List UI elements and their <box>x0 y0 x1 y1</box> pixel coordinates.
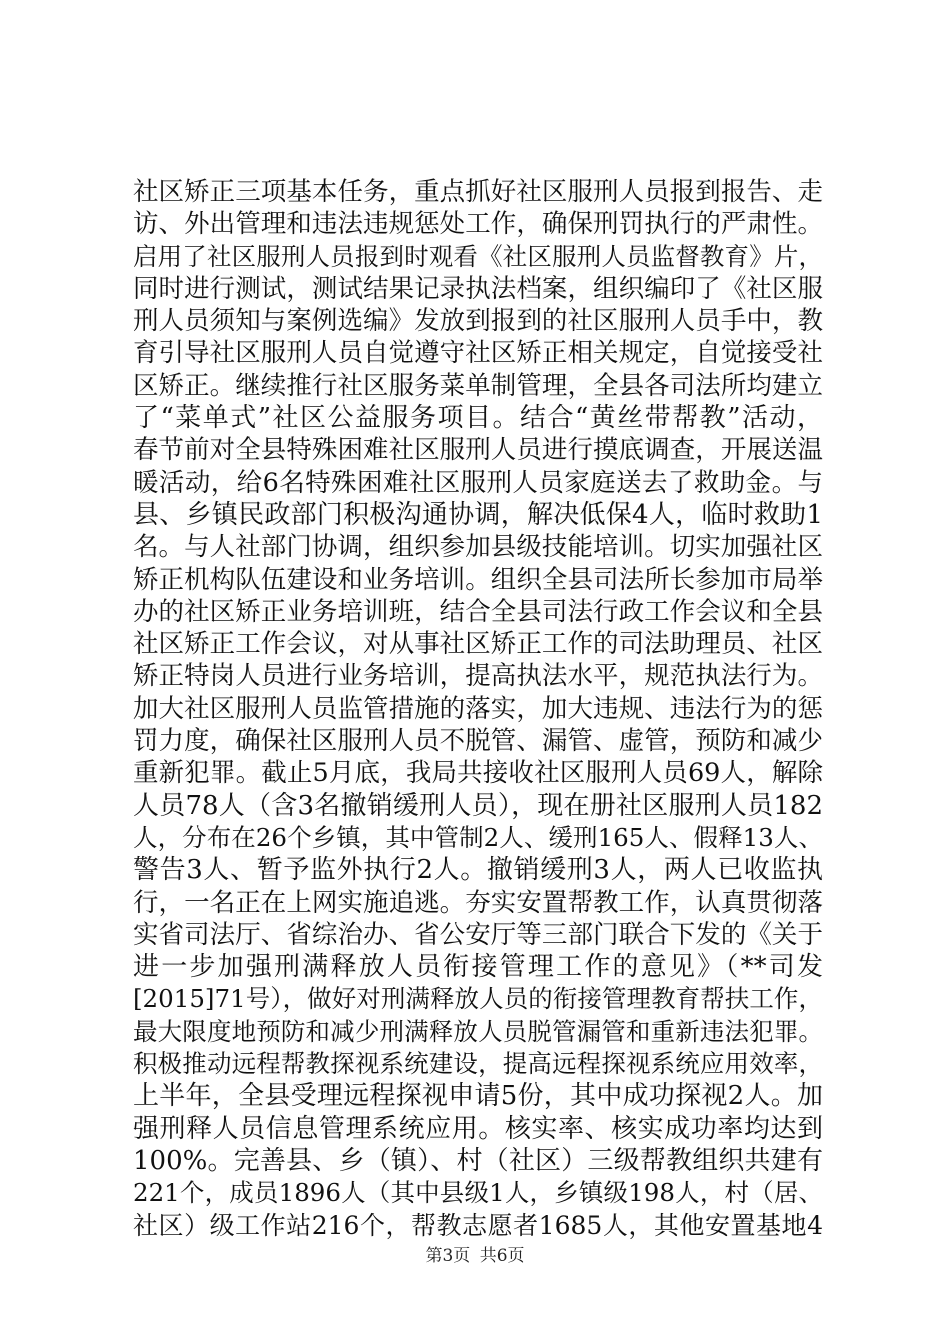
text-line: 重新犯罪。截止5月底，我局共接收社区服刑人员69人，解除 <box>133 758 823 789</box>
text-line: 了“菜单式”社区公益服务项目。结合“黄丝带帮教”活动， <box>133 403 823 434</box>
text-line: 行，一名正在上网实施追逃。夯实安置帮教工作，认真贯彻落 <box>133 887 823 918</box>
text-line: 同时进行测试，测试结果记录执法档案，组织编印了《社区服 <box>133 273 823 304</box>
text-line: 矫正特岗人员进行业务培训，提高执法水平，规范执法行为。 <box>133 661 823 692</box>
text-line: 实省司法厅、省综治办、省公安厅等三部门联合下发的《关于 <box>133 919 823 950</box>
text-line: 办的社区矫正业务培训班，结合全县司法行政工作会议和全县 <box>133 596 823 627</box>
text-line: 春节前对全县特殊困难社区服刑人员进行摸底调查，开展送温 <box>133 435 823 466</box>
text-line: 强刑释人员信息管理系统应用。核实率、核实成功率均达到 <box>133 1113 823 1144</box>
body-text <box>133 176 823 1242</box>
text-line: 加大社区服刑人员监管措施的落实，加大违规、违法行为的惩 <box>133 693 823 724</box>
text-line: 积极推动远程帮教探视系统建设，提高远程探视系统应用效率， <box>133 1049 823 1079</box>
text-line: 221个，成员1896人（其中县级1人，乡镇级198人，村（居、 <box>133 1178 823 1208</box>
text-line: 最大限度地预防和减少刑满释放人员脱管漏管和重新违法犯罪。 <box>133 1016 823 1046</box>
page-number: 第3页 <box>425 1246 471 1266</box>
text-line: 社区）级工作站216个，帮教志愿者1685人，其他安置基地4 <box>133 1210 823 1240</box>
text-line: 访、外出管理和违法违规惩处工作，确保刑罚执行的严肃性。 <box>133 209 823 240</box>
text-line: 育引导社区服刑人员自觉遵守社区矫正相关规定，自觉接受社 <box>133 338 823 369</box>
text-line: 名。与人社部门协调，组织参加县级技能培训。切实加强社区 <box>133 532 823 563</box>
text-line: 人，分布在26个乡镇，其中管制2人、缓刑165人、假释13人、 <box>133 822 823 852</box>
text-line: 矫正机构队伍建设和业务培训。组织全县司法所长参加市局举 <box>133 564 823 595</box>
text-line: 刑人员须知与案例选编》发放到报到的社区服刑人员手中，教 <box>133 306 823 337</box>
page-total: 共6页 <box>479 1246 525 1266</box>
text-line: 启用了社区服刑人员报到时观看《社区服刑人员监督教育》片， <box>133 241 823 271</box>
text-line: 罚力度，确保社区服刑人员不脱管、漏管、虚管，预防和减少 <box>133 726 823 757</box>
text-line: 区矫正。继续推行社区服务菜单制管理，全县各司法所均建立 <box>133 370 823 401</box>
text-line: 暖活动，给6名特殊困难社区服刑人员家庭送去了救助金。与 <box>133 467 823 498</box>
text-line: 社区矫正工作会议，对从事社区矫正工作的司法助理员、社区 <box>133 629 823 660</box>
text-line: 上半年，全县受理远程探视申请5份，其中成功探视2人。加 <box>133 1081 823 1112</box>
text-line: [2015]71号），做好对刑满释放人员的衔接管理教育帮扶工作， <box>133 984 823 1014</box>
text-line: 100%。完善县、乡（镇）、村（社区）三级帮教组织共建有 <box>133 1145 823 1176</box>
text-line: 县、乡镇民政部门积极沟通协调，解决低保4人，临时救助1 <box>133 499 823 530</box>
text-line: 社区矫正三项基本任务，重点抓好社区服刑人员报到报告、走 <box>133 177 823 207</box>
text-line: 人员78人（含3名撤销缓刑人员），现在册社区服刑人员182 <box>133 790 823 821</box>
text-line: 警告3人、暂予监外执行2人。撤销缓刑3人，两人已收监执 <box>133 855 823 886</box>
page-footer <box>0 1241 950 1266</box>
text-line: 进一步加强刑满释放人员衔接管理工作的意见》（**司发 <box>133 952 823 983</box>
